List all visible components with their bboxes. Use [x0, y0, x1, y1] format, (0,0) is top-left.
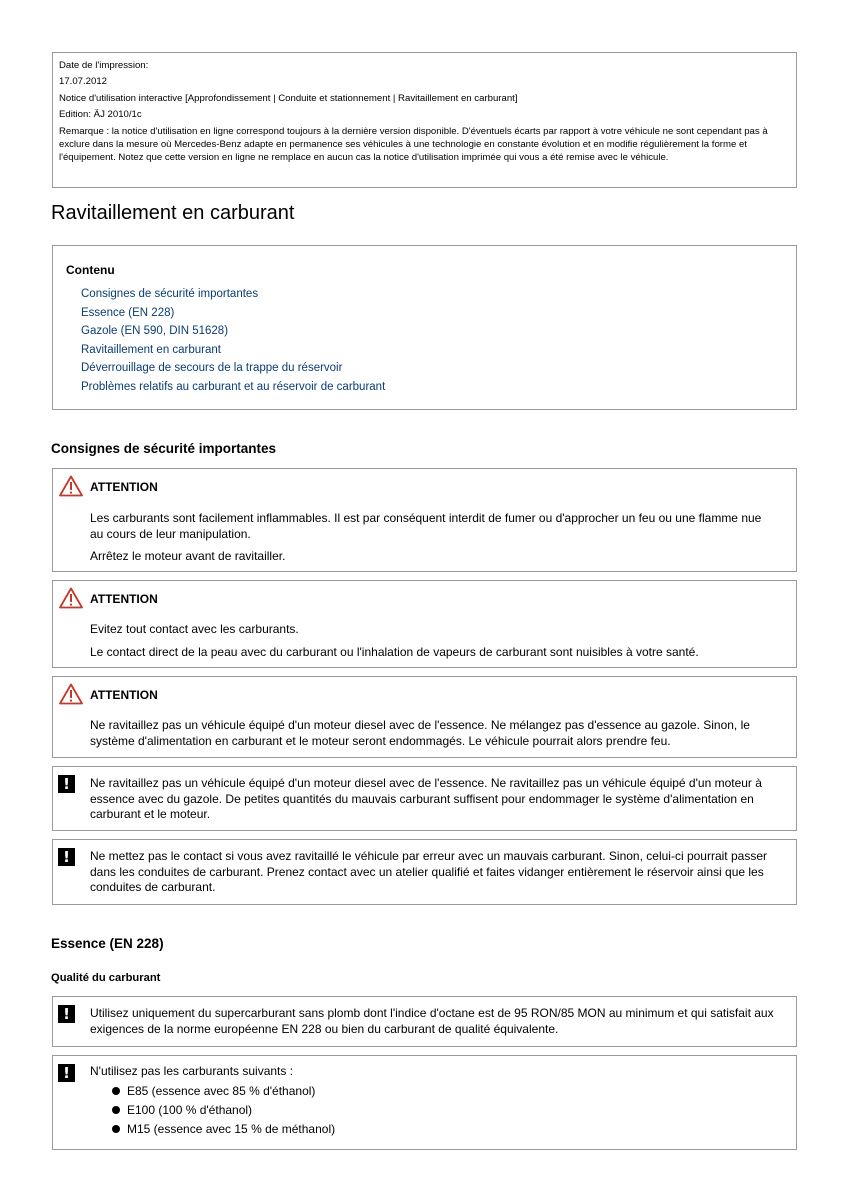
- subheading-fuel-quality: Qualité du carburant: [51, 972, 161, 984]
- note-paragraph: Utilisez uniquement du supercarburant sans plomb dont l'indice d'octane est de 95 RON/85 MON au minimum et qui satisfait aux exigences de la norme européenne EN 228 ou bien du carburant de qualité équivalente.: [90, 1006, 774, 1036]
- warning-text: [90, 718, 766, 756]
- toc-title: Contenu: [66, 263, 115, 277]
- note-text: [90, 776, 774, 823]
- warning-paragraph: Les carburants sont facilement inflammables. Il est par conséquent interdit de fumer ou d'approcher un feu ou une flamme nue au cours de leur manipulation.: [90, 511, 762, 541]
- print-breadcrumb: Notice d'utilisation interactive [Approfondissement | Conduite et stationnement | Ravitaillement en carburant]: [59, 92, 518, 104]
- note-box: [52, 766, 797, 831]
- list-item: [112, 1101, 774, 1120]
- warning-text: [90, 622, 766, 667]
- warning-box: [52, 468, 797, 572]
- warning-box: [52, 676, 797, 758]
- warning-paragraph: Ne ravitaillez pas un véhicule équipé d'un moteur diesel avec de l'essence. Ne mélangez pas d'essence au gazole. Sinon, le système d'alimentation en carburant et le moteur seront endommagés. Le véhicule pourrait alors prendre feu.: [90, 718, 750, 748]
- warning-label: ATTENTION: [90, 592, 158, 606]
- warning-label: ATTENTION: [90, 688, 158, 702]
- note-box: [52, 996, 797, 1047]
- warning-triangle-icon: [59, 683, 83, 705]
- table-of-contents: [52, 245, 797, 410]
- toc-link-petrol[interactable]: Essence (EN 228): [81, 306, 175, 319]
- exclamation-icon: !: [58, 775, 75, 793]
- list-item: [112, 1082, 774, 1101]
- section-heading-safety: Consignes de sécurité importantes: [51, 441, 277, 456]
- warning-triangle-icon: [59, 475, 83, 497]
- note-box: [52, 1055, 797, 1150]
- note-paragraph: Ne mettez pas le contact si vous avez ravitaillé le véhicule par erreur avec un mauvais carburant. Sinon, celui-ci pourrait passer dans les conduites de carburant. Prenez contact avec un atelier qualifié et faites vidanger entièrement le réservoir ainsi que les conduites de carburant.: [90, 849, 767, 894]
- bullet-icon: [112, 1125, 120, 1133]
- page-title: Ravitaillement en carburant: [51, 202, 295, 224]
- list-item-text: E85 (essence avec 85 % d'éthanol): [127, 1083, 316, 1098]
- toc-link-refuelling[interactable]: Ravitaillement en carburant: [81, 343, 221, 356]
- warning-triangle-icon: [59, 587, 83, 609]
- warning-label: ATTENTION: [90, 480, 158, 494]
- forbidden-fuel-list: [90, 1082, 774, 1139]
- print-date-label: Date de l'impression:: [59, 60, 149, 71]
- note-paragraph: N'utilisez pas les carburants suivants :: [90, 1064, 294, 1078]
- section-heading-petrol: Essence (EN 228): [51, 936, 164, 951]
- exclamation-icon: !: [58, 1005, 75, 1023]
- toc-link-safety[interactable]: Consignes de sécurité importantes: [81, 288, 259, 300]
- print-info-box: [52, 52, 797, 188]
- toc-link-problems[interactable]: Problèmes relatifs au carburant et au réservoir de carburant: [81, 380, 386, 393]
- note-box: [52, 839, 797, 905]
- warning-paragraph: Le contact direct de la peau avec du carburant ou l'inhalation de vapeurs de carburant sont nuisibles à votre santé.: [90, 644, 699, 659]
- print-date: 17.07.2012: [59, 76, 108, 88]
- warning-paragraph: Evitez tout contact avec les carburants.: [90, 622, 299, 636]
- warning-box: [52, 580, 797, 668]
- bullet-icon: [112, 1087, 120, 1095]
- exclamation-icon: !: [58, 848, 75, 866]
- exclamation-icon: !: [58, 1064, 75, 1082]
- bullet-icon: [112, 1106, 120, 1114]
- list-item: [112, 1120, 774, 1139]
- list-item-text: M15 (essence avec 15 % de méthanol): [127, 1121, 336, 1136]
- note-paragraph: Ne ravitaillez pas un véhicule équipé d'un moteur diesel avec de l'essence. Ne ravitaillez pas un véhicule équipé d'un moteur à essence avec du gazole. De petites quantités du mauvais carburant suffisent pour endommager le système d'alimentation en carburant et le moteur.: [90, 776, 762, 821]
- toc-link-diesel[interactable]: Gazole (EN 590, DIN 51628): [81, 325, 229, 338]
- note-text: [90, 849, 774, 896]
- warning-paragraph: Arrêtez le moteur avant de ravitailler.: [90, 549, 286, 563]
- print-edition: Edition: ÄJ 2010/1c: [59, 109, 142, 121]
- print-remark: Remarque : la notice d'utilisation en ligne correspond toujours à la dernière version disponible. D'éventuels écarts par rapport à votre véhicule ne sont cependant pas à exclure dans la mesure où Mercedes-Benz adapte en permanence ses véhicules à une technologie en constante évolution et en modifie régulièrement la forme et l'équipement. Notez que cette version en ligne ne remplace en aucun cas la notice d'utilisation imprimée qui vous a été remise avec le véhicule.: [59, 125, 768, 164]
- note-text: [90, 1006, 774, 1037]
- warning-text: [90, 511, 766, 572]
- toc-link-emergency-release[interactable]: Déverrouillage de secours de la trappe du réservoir: [81, 362, 343, 375]
- note-text: [90, 1064, 774, 1139]
- list-item-text: E100 (100 % d'éthanol): [127, 1102, 253, 1117]
